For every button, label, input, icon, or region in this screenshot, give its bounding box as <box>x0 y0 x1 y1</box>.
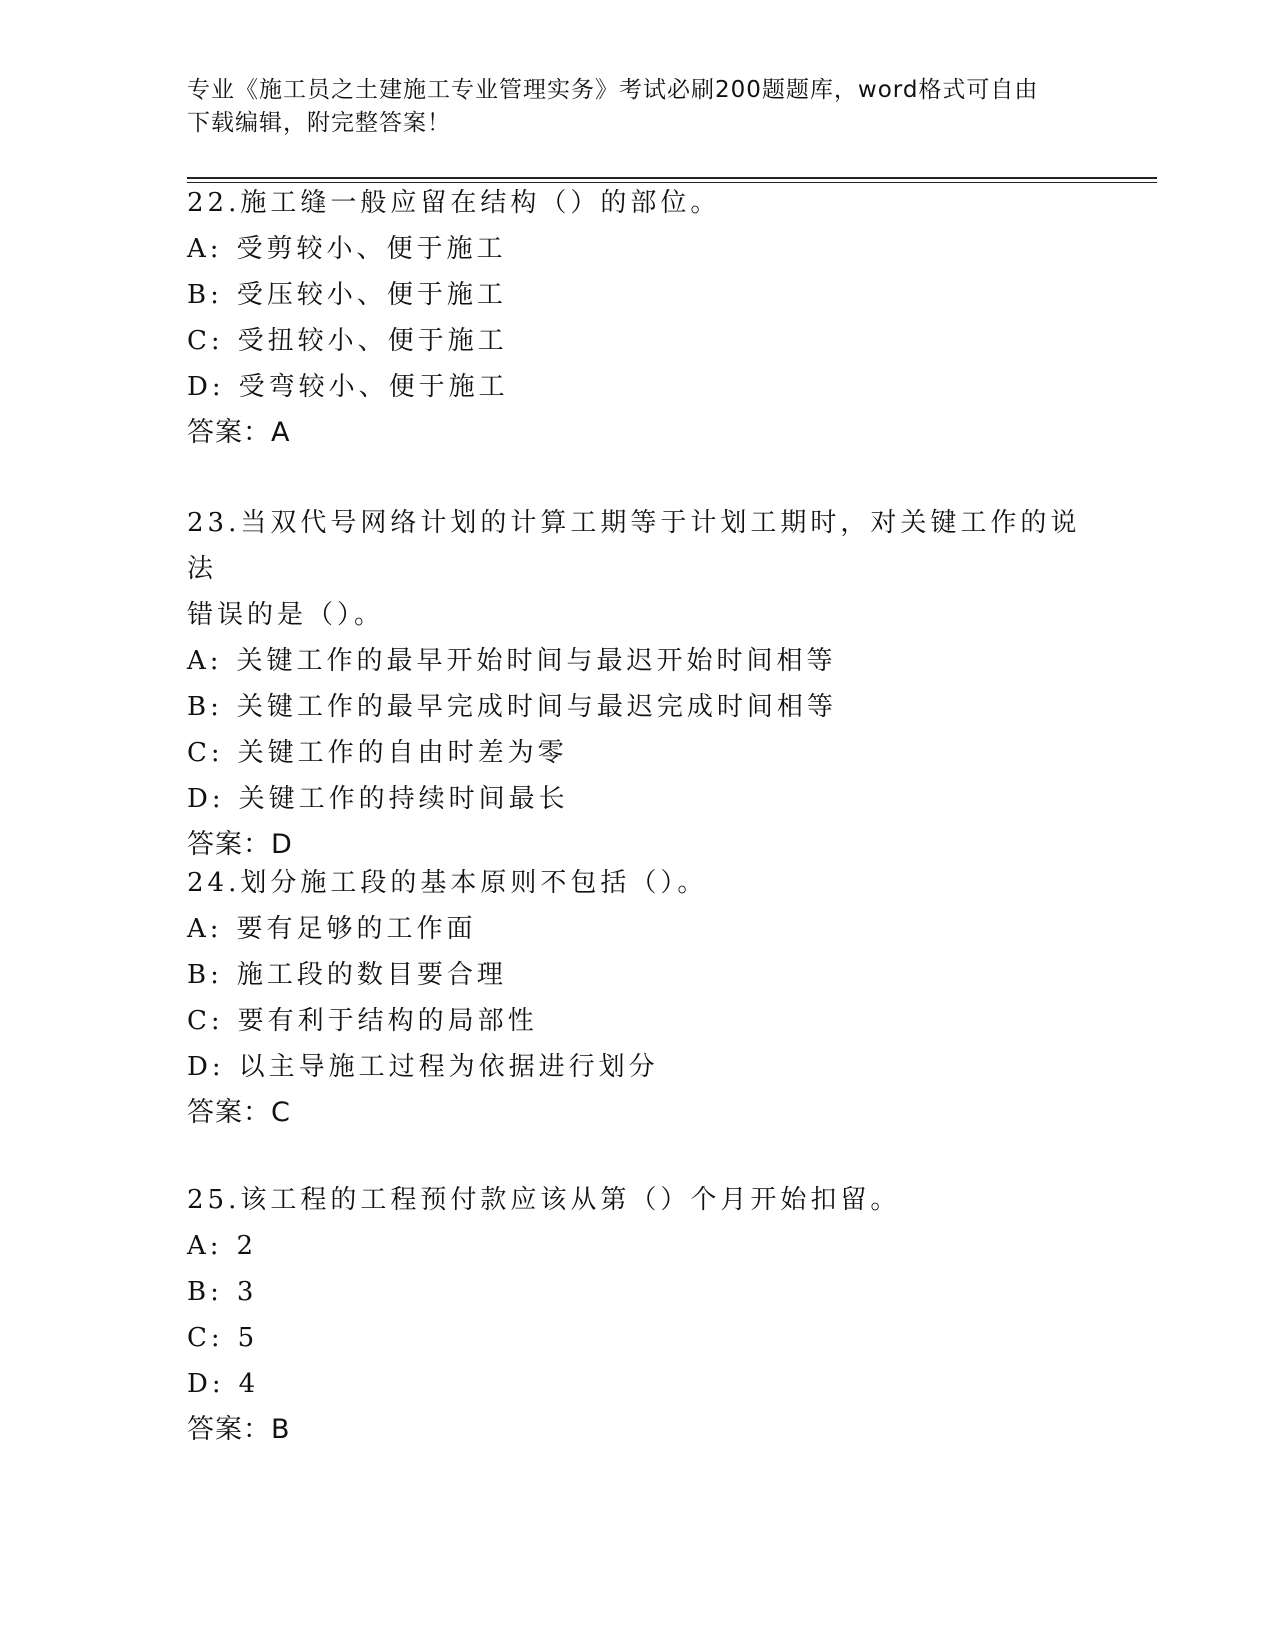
option-a: A: 受剪较小、便于施工 <box>187 234 507 264</box>
option-a: A: 要有足够的工作面 <box>187 914 477 944</box>
option-a: A: 关键工作的最早开始时间与最迟开始时间相等 <box>187 646 837 676</box>
option-d: D: 关键工作的持续时间最长 <box>187 784 569 814</box>
document-header <box>187 74 1067 140</box>
option-c: C: 受扭较小、便于施工 <box>187 326 508 356</box>
answer-text: 答案：C <box>187 1097 291 1128</box>
answer-text: 答案：A <box>187 417 291 448</box>
question-24 <box>187 860 1087 1136</box>
option-b: B: 受压较小、便于施工 <box>187 280 507 310</box>
option-c: C: 关键工作的自由时差为零 <box>187 738 568 768</box>
option-d: D: 以主导施工过程为依据进行划分 <box>187 1052 659 1082</box>
header-line-2: 下载编辑，附完整答案！ <box>187 110 451 136</box>
question-22 <box>187 180 1087 456</box>
option-b: B: 关键工作的最早完成时间与最迟完成时间相等 <box>187 692 837 722</box>
option-c: C: 要有利于结构的局部性 <box>187 1006 538 1036</box>
question-text: 23.当双代号网络计划的计算工期等于计划工期时，对关键工作的说法 <box>187 508 1081 584</box>
option-b: B: 施工段的数目要合理 <box>187 960 507 990</box>
question-23 <box>187 500 1087 868</box>
option-c: C: 5 <box>187 1323 259 1353</box>
option-d: D: 4 <box>187 1369 260 1399</box>
option-a: A: 2 <box>187 1231 258 1261</box>
answer-text: 答案：D <box>187 829 293 860</box>
question-text-continued: 错误的是（）。 <box>187 600 385 630</box>
question-text: 24.划分施工段的基本原则不包括（）。 <box>187 868 708 898</box>
question-text: 25.该工程的工程预付款应该从第（）个月开始扣留。 <box>187 1185 901 1215</box>
option-d: D: 受弯较小、便于施工 <box>187 372 509 402</box>
header-line-1: 专业《施工员之土建施工专业管理实务》考试必刷200题题库，word格式可自由 <box>187 77 1039 103</box>
option-b: B: 3 <box>187 1277 258 1307</box>
question-25 <box>187 1177 1087 1453</box>
question-text: 22.施工缝一般应留在结构（）的部位。 <box>187 188 721 218</box>
answer-text: 答案：B <box>187 1414 291 1445</box>
